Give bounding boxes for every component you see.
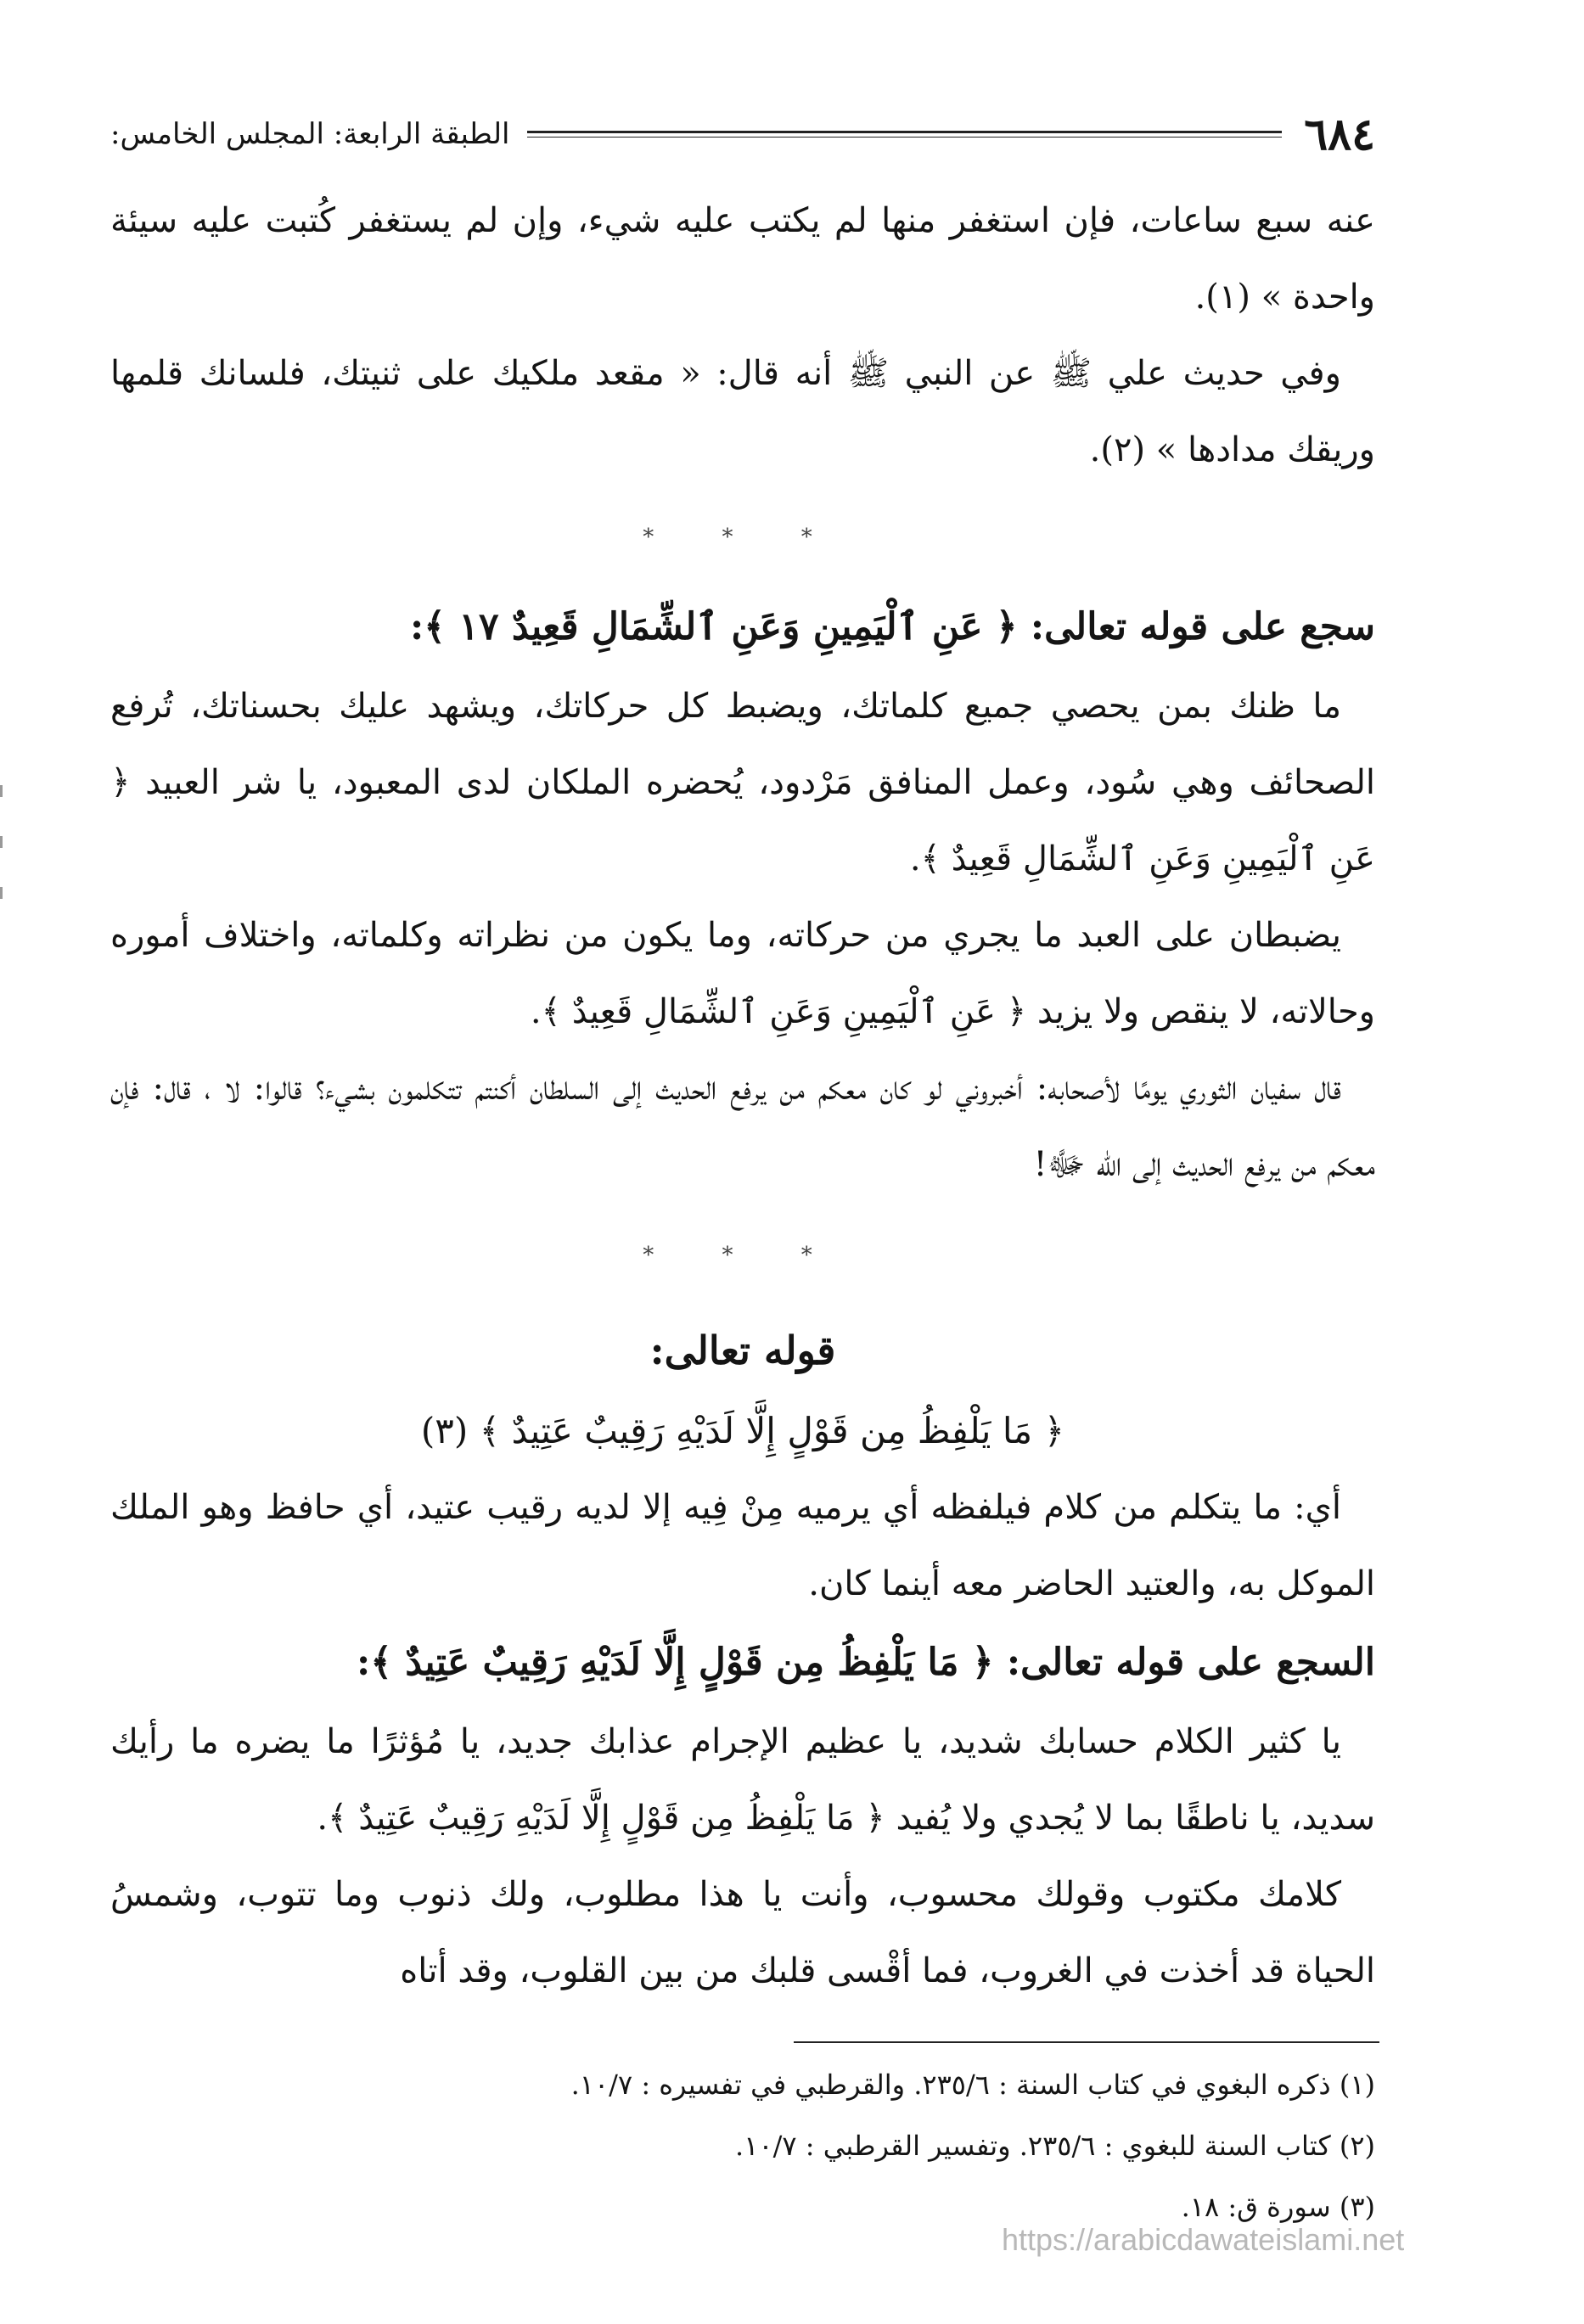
paragraph: وفي حديث علي ﷺ عن النبي ﷺ أنه قال: « مقعد ملكيك على ثنيتك، فلسانك قلمها وريقك مدادها » (٢). — [110, 354, 1375, 469]
main-text — [110, 182, 1375, 2009]
scan-edge-mark — [0, 887, 3, 899]
footnote: (٢) كتاب السنة للبغوي : ٢٣٥/٦. وتفسير القرطبي : ١٠/٧. — [735, 2130, 1375, 2162]
section-separator: * * * — [643, 525, 843, 550]
page-header — [110, 109, 1375, 160]
quran-verse: ﴿ مَا يَلْفِظُ مِن قَوْلٍ إِلَّا لَدَيْهِ رَقِيبٌ عَتِيدٌ ﴾ (٣) — [420, 1410, 1065, 1451]
footnote-rule — [794, 2041, 1379, 2043]
header-rule — [527, 131, 1283, 138]
section-heading: السجع على قوله تعالى: ﴿ مَا يَلْفِظُ مِن قَوْلٍ إِلَّا لَدَيْهِ رَقِيبٌ عَتِيدٌ ﴾: — [356, 1641, 1375, 1684]
footnote: (٣) سورة ق: ١٨. — [1181, 2191, 1375, 2223]
page-number: ٦٨٤ — [1304, 108, 1375, 160]
scan-edge-mark — [0, 836, 3, 848]
paragraph: كلامك مكتوب وقولك محسوب، وأنت يا هذا مطلوب، ولك ذنوب وما تتوب، وشمسُ الحياة قد أخذت في الغروب، فما أقْسى قلبك من بين القلوب، وقد أتاه — [110, 1875, 1375, 1990]
paragraph: يا كثير الكلام حسابك شديد، يا عظيم الإجرام عذابك جديد، يا مُؤثرًا ما يضره ما رأيك سديد، يا ناطقًا بما لا يُجدي ولا يُفيد ﴿ مَا يَلْفِظُ مِن قَوْلٍ إِلَّا لَدَيْهِ رَقِيبٌ عَتِيدٌ ﴾. — [110, 1722, 1375, 1838]
scan-edge-mark — [0, 785, 3, 797]
section-heading: قوله تعالى: — [649, 1328, 836, 1373]
running-title: الطبقة الرابعة: المجلس الخامس: — [110, 117, 510, 151]
paragraph: عنه سبع ساعات، فإن استغفر منها لم يكتب عليه شيء، وإن لم يستغفر كُتبت عليه سيئة واحدة » (١). — [110, 201, 1375, 317]
paragraph: ما ظنك بمن يحصي جميع كلماتك، ويضبط كل حركاتك، ويشهد عليك بحسناتك، تُرفع الصحائف وهي سُود، وعمل المنافق مَرْدود، يُحضره الملكان لدى المعبود، يا شر العبيد ﴿ عَنِ ٱلْيَمِينِ وَعَنِ ٱلشِّمَالِ قَعِيدٌ ﴾. — [110, 687, 1375, 879]
footnote: (١) ذكره البغوي في كتاب السنة : ٢٣٥/٦. والقرطبي في تفسيره : ١٠/٧. — [570, 2069, 1375, 2101]
paragraph: أي: ما يتكلم من كلام فيلفظه أي يرميه مِنْ فِيه إلا لديه رقيب عتيد، أي حافظ وهو الملك الموكل به، والعتيد الحاضر معه أينما كان. — [110, 1488, 1375, 1603]
section-separator: * * * — [643, 1243, 843, 1268]
footnotes — [110, 2054, 1375, 2237]
watermark: https://arabicdawateislami.net — [1002, 2222, 1405, 2257]
section-heading: سجع على قوله تعالى: ﴿ عَنِ ٱلْيَمِينِ وَعَنِ ٱلشِّمَالِ قَعِيدٌ ١٧ ﴾: — [409, 605, 1375, 648]
paragraph: يضبطان على العبد ما يجري من حركاته، وما يكون من نظراته وكلماته، واختلاف أموره وحالاته، لا ينقص ولا يزيد ﴿ عَنِ ٱلْيَمِينِ وَعَنِ ٱلشِّمَالِ قَعِيدٌ ﴾. — [110, 916, 1375, 1031]
paragraph: قال سفيان الثوري يومًا لأصحابه: أخبروني لو كان معكم من يرفع الحديث إلى السلطان أكنتم تتكلمون بشيء؟ قالوا: لا ، قال: فإن معكم من يرفع الحديث إلى الله ﷻ! — [110, 1069, 1375, 1184]
